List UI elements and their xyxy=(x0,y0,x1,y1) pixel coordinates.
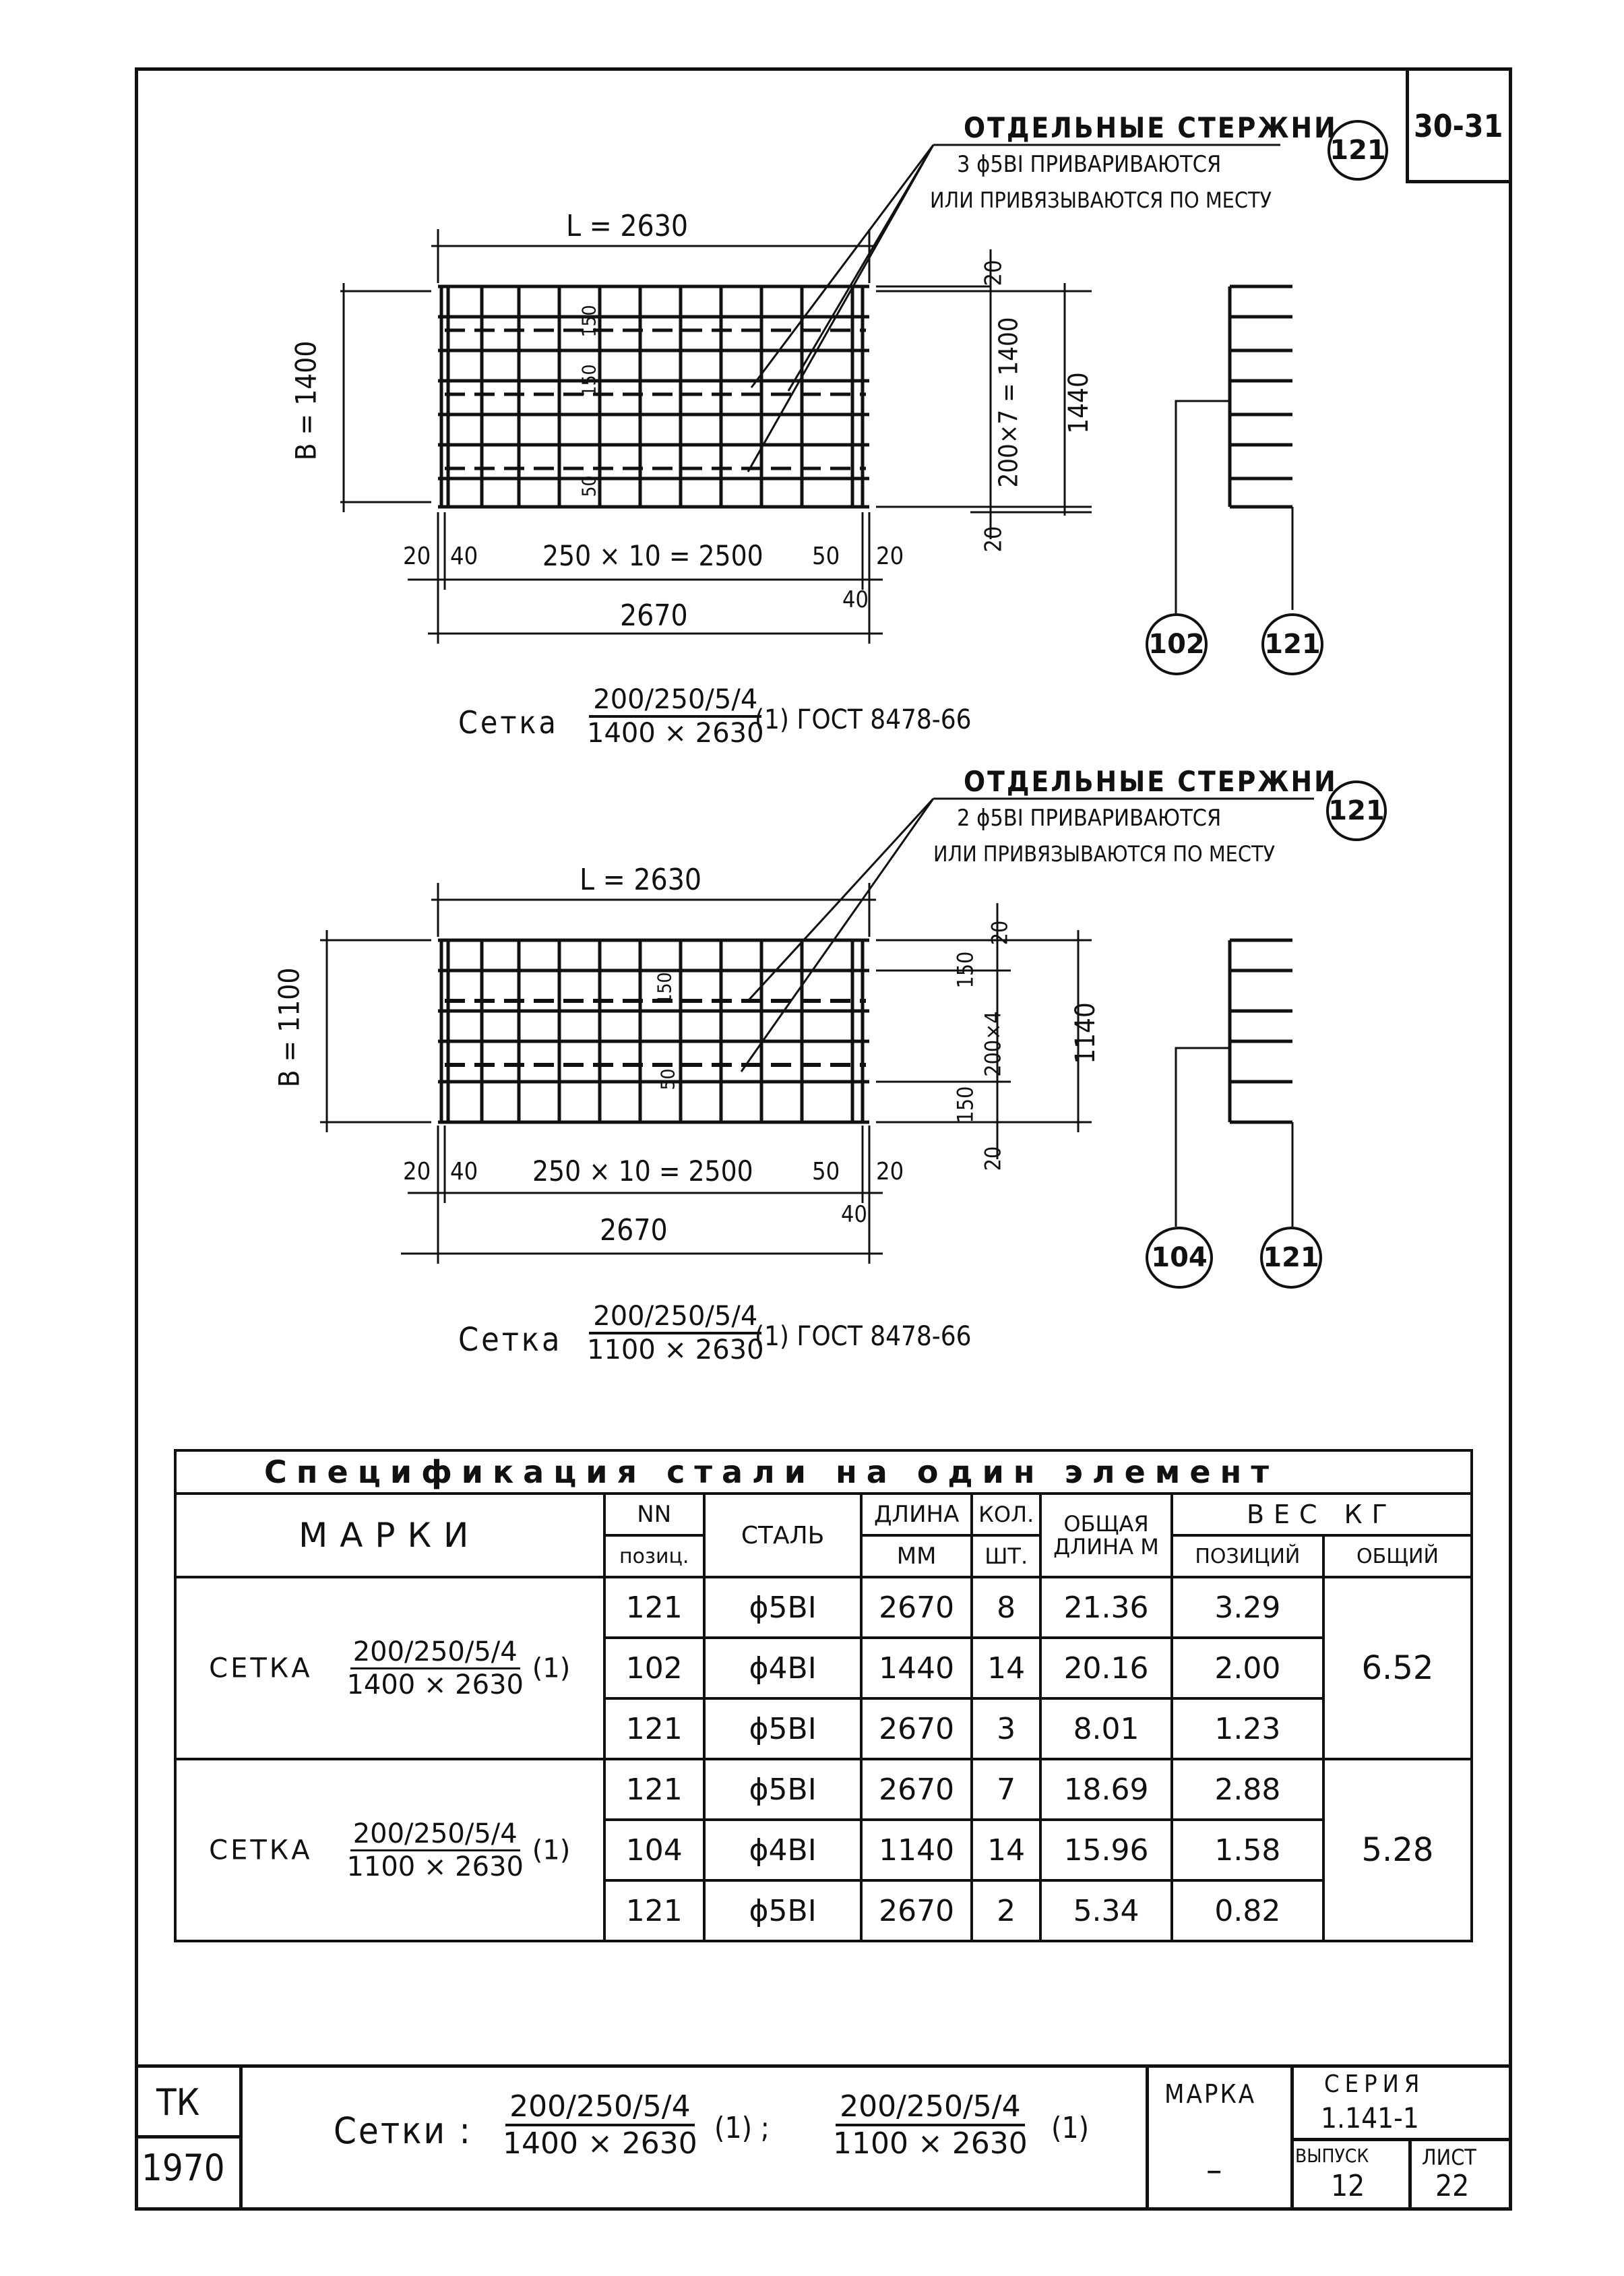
position-badge-2a: 104 xyxy=(1146,1227,1213,1289)
title-block-issue-label: ВЫПУСК xyxy=(1295,2145,1369,2167)
group-2-mark-fraction xyxy=(346,1818,524,1882)
caption-2-den: 1100 × 2630 xyxy=(587,1334,764,1365)
dim-1-right-20: 20 xyxy=(876,543,904,570)
note-2-line-2: 2 ϕ5ВI ПРИВАРИВАЮТСЯ xyxy=(957,805,1222,832)
group-1-mark xyxy=(175,1577,604,1759)
g2-r2-total-len: 15.96 xyxy=(1040,1820,1171,1880)
position-badge-1a: 102 xyxy=(1146,613,1208,675)
header-total-length: ОБЩАЯ ДЛИНА М xyxy=(1040,1494,1171,1577)
g2-r2-steel: ϕ4ВI xyxy=(704,1820,861,1880)
group-2-total: 5.28 xyxy=(1323,1759,1472,1941)
caption-1-den: 1400 × 2630 xyxy=(587,718,764,749)
dim-2-left-40: 40 xyxy=(450,1158,478,1186)
title-block-org: ТК xyxy=(156,2081,200,2124)
group-1-mark-word: СЕТКА xyxy=(209,1653,313,1684)
title-block-issue-value: 12 xyxy=(1331,2169,1365,2203)
caption-1-word: Сетка xyxy=(458,704,559,741)
tb-divider-series-h xyxy=(1292,2138,1512,2141)
caption-1-fraction xyxy=(583,684,768,749)
header-length-top: ДЛИНА xyxy=(861,1494,972,1535)
dim-1-50: 50 xyxy=(577,475,600,497)
dim-2-right-50: 50 xyxy=(812,1158,840,1186)
dim-2-left-20: 20 xyxy=(403,1158,431,1186)
dim-1-B: B = 1400 xyxy=(289,340,323,461)
dim-2-50: 50 xyxy=(656,1068,679,1090)
g1-r3-pos: 121 xyxy=(604,1698,704,1759)
dim-2-B: B = 1100 xyxy=(272,967,306,1088)
dim-1-right-50: 50 xyxy=(812,543,840,570)
caption-2-word: Сетка xyxy=(458,1321,563,1359)
caption-2-num: 200/250/5/4 xyxy=(589,1301,761,1334)
dim-1-L: L = 2630 xyxy=(566,209,689,243)
title-block-mark-value: – xyxy=(1206,2150,1222,2190)
dim-1-left-40: 40 xyxy=(450,543,478,570)
group-2-mark xyxy=(175,1759,604,1941)
g2-r1-weight: 2.88 xyxy=(1172,1759,1323,1820)
title-block-sheet-label: ЛИСТ xyxy=(1422,2145,1476,2170)
g2-r3-qty: 2 xyxy=(972,1880,1040,1941)
g1-r3-qty: 3 xyxy=(972,1698,1040,1759)
g2-r3-total-len: 5.34 xyxy=(1040,1880,1171,1941)
g1-r2-qty: 14 xyxy=(972,1638,1040,1698)
g1-r1-pos: 121 xyxy=(604,1577,704,1638)
caption-2-tail: (1) ГОСТ 8478-66 xyxy=(755,1321,972,1352)
g2-r2-length: 1140 xyxy=(861,1820,972,1880)
note-2-line-3: ИЛИ ПРИВЯЗЫВАЮТСЯ ПО МЕСТУ xyxy=(933,841,1276,867)
title-block-fraction-2 xyxy=(829,2089,1032,2161)
dim-2-bot-20: 20 xyxy=(980,1146,1006,1171)
title-block-series-label: СЕРИЯ xyxy=(1324,2070,1425,2098)
title-block-title-word: Сетки : xyxy=(334,2110,472,2152)
title-block-f1-den: 1400 × 2630 xyxy=(503,2126,697,2161)
header-qty-bottom: ШТ. xyxy=(972,1535,1040,1577)
g2-r1-total-len: 18.69 xyxy=(1040,1759,1171,1820)
note-2-position-badge: 121 xyxy=(1326,780,1387,841)
dim-2-150c: 150 xyxy=(653,972,676,1005)
dim-1-inner: 200×7 = 1400 xyxy=(993,317,1024,488)
steel-spec-table xyxy=(174,1449,1473,1942)
title-block-series-value: 1.141-1 xyxy=(1321,2101,1419,2134)
g1-r1-steel: ϕ5ВI xyxy=(704,1577,861,1638)
g1-r2-pos: 102 xyxy=(604,1638,704,1698)
g1-r1-length: 2670 xyxy=(861,1577,972,1638)
title-block-f2-tail: (1) xyxy=(1051,2111,1090,2145)
header-weight-total: ОБЩИЙ xyxy=(1323,1535,1472,1577)
caption-1-num: 200/250/5/4 xyxy=(589,684,761,718)
dim-1-150a: 150 xyxy=(577,305,600,338)
title-block-year: 1970 xyxy=(142,2147,225,2189)
g1-r3-total-len: 8.01 xyxy=(1040,1698,1171,1759)
dim-2-top-20: 20 xyxy=(987,920,1013,946)
g1-r1-qty: 8 xyxy=(972,1577,1040,1638)
g1-r2-total-len: 20.16 xyxy=(1040,1638,1171,1698)
group-2-mark-word: СЕТКА xyxy=(209,1835,313,1866)
header-length-bottom: ММ xyxy=(861,1535,972,1577)
dim-1-150b: 150 xyxy=(577,364,600,397)
dim-2-150a: 150 xyxy=(952,951,978,989)
group-2-mark-den: 1100 × 2630 xyxy=(346,1851,524,1882)
dim-2-L: L = 2630 xyxy=(580,863,702,897)
g2-r3-steel: ϕ5ВI xyxy=(704,1880,861,1941)
g2-r3-length: 2670 xyxy=(861,1880,972,1941)
position-badge-2b: 121 xyxy=(1260,1227,1322,1289)
dim-2-total-w: 2670 xyxy=(600,1213,668,1248)
g2-r3-pos: 121 xyxy=(604,1880,704,1941)
tb-divider-issue xyxy=(1408,2138,1412,2211)
dim-2-right-20: 20 xyxy=(876,1158,904,1186)
dim-1-total-w: 2670 xyxy=(620,598,688,633)
header-pos-bottom: позиц. xyxy=(604,1535,704,1577)
note-1-line-2: 3 ϕ5ВI ПРИВАРИВАЮТСЯ xyxy=(957,151,1222,178)
g1-r2-steel: ϕ4ВI xyxy=(704,1638,861,1698)
note-1-line-3: ИЛИ ПРИВЯЗЫВАЮТСЯ ПО МЕСТУ xyxy=(930,187,1272,213)
title-block-f1-tail: (1) ; xyxy=(714,2111,770,2145)
dim-2-150b: 150 xyxy=(952,1086,978,1124)
dim-2-inner: 200×4 xyxy=(980,1011,1006,1077)
dim-1-right-40: 40 xyxy=(842,586,869,613)
g1-r1-weight: 3.29 xyxy=(1172,1577,1323,1638)
note-1-position-badge: 121 xyxy=(1328,120,1388,181)
dim-2-total-h: 1140 xyxy=(1069,1002,1101,1064)
spec-title: Спецификация стали на один элемент xyxy=(175,1450,1472,1494)
g2-r2-qty: 14 xyxy=(972,1820,1040,1880)
tb-divider-mark xyxy=(1146,2064,1149,2211)
title-block-fraction-1 xyxy=(499,2089,701,2161)
header-steel: СТАЛЬ xyxy=(704,1494,861,1577)
dim-1-total-h: 1440 xyxy=(1063,372,1094,434)
dim-1-span: 250 × 10 = 2500 xyxy=(542,539,763,572)
header-weight: ВЕС КГ xyxy=(1172,1494,1472,1535)
header-weight-positions: ПОЗИЦИЙ xyxy=(1172,1535,1323,1577)
g1-r2-length: 1440 xyxy=(861,1638,972,1698)
g1-r2-weight: 2.00 xyxy=(1172,1638,1323,1698)
g1-r3-weight: 1.23 xyxy=(1172,1698,1323,1759)
g1-r3-steel: ϕ5ВI xyxy=(704,1698,861,1759)
header-pos-top: NN xyxy=(604,1494,704,1535)
g2-r1-steel: ϕ5ВI xyxy=(704,1759,861,1820)
group-1-mark-fraction xyxy=(346,1636,524,1700)
title-block-sheet-value: 22 xyxy=(1435,2169,1470,2203)
dim-2-span: 250 × 10 = 2500 xyxy=(532,1155,753,1188)
group-1-mark-den: 1400 × 2630 xyxy=(346,1669,524,1700)
dim-2-right-40: 40 xyxy=(841,1201,867,1228)
group-1-total: 6.52 xyxy=(1323,1577,1472,1759)
mesh-drawing-2 xyxy=(0,775,1624,1294)
g2-r2-pos: 104 xyxy=(604,1820,704,1880)
g1-r3-length: 2670 xyxy=(861,1698,972,1759)
dim-1-left-20: 20 xyxy=(403,543,431,570)
dim-1-bot-20: 20 xyxy=(980,526,1007,553)
g2-r1-pos: 121 xyxy=(604,1759,704,1820)
group-2-mark-tail: (1) xyxy=(532,1835,571,1866)
g2-r3-weight: 0.82 xyxy=(1172,1880,1323,1941)
dim-1-top-20: 20 xyxy=(980,259,1007,286)
title-block-f2-num: 200/250/5/4 xyxy=(836,2089,1024,2126)
g2-r1-length: 2670 xyxy=(861,1759,972,1820)
header-marks: МАРКИ xyxy=(175,1494,604,1577)
title-block-mark-label: МАРКА xyxy=(1164,2079,1257,2109)
group-1-mark-tail: (1) xyxy=(532,1653,571,1684)
caption-1-tail: (1) ГОСТ 8478-66 xyxy=(755,704,972,735)
note-2-line-1: ОТДЕЛЬНЫЕ СТЕРЖНИ xyxy=(964,765,1338,798)
title-block-f1-num: 200/250/5/4 xyxy=(505,2089,694,2126)
position-badge-1b: 121 xyxy=(1261,613,1323,675)
tb-divider-org xyxy=(135,2135,241,2139)
title-block-f2-den: 1100 × 2630 xyxy=(833,2126,1028,2161)
group-1-mark-num: 200/250/5/4 xyxy=(350,1636,520,1669)
header-qty-top: КОЛ. xyxy=(972,1494,1040,1535)
g2-r1-qty: 7 xyxy=(972,1759,1040,1820)
note-1-line-1: ОТДЕЛЬНЫЕ СТЕРЖНИ xyxy=(964,111,1338,144)
caption-2-fraction xyxy=(583,1301,768,1365)
g1-r1-total-len: 21.36 xyxy=(1040,1577,1171,1638)
sheet-code: 30-31 xyxy=(1414,108,1503,144)
group-2-mark-num: 200/250/5/4 xyxy=(350,1818,520,1851)
g2-r2-weight: 1.58 xyxy=(1172,1820,1323,1880)
